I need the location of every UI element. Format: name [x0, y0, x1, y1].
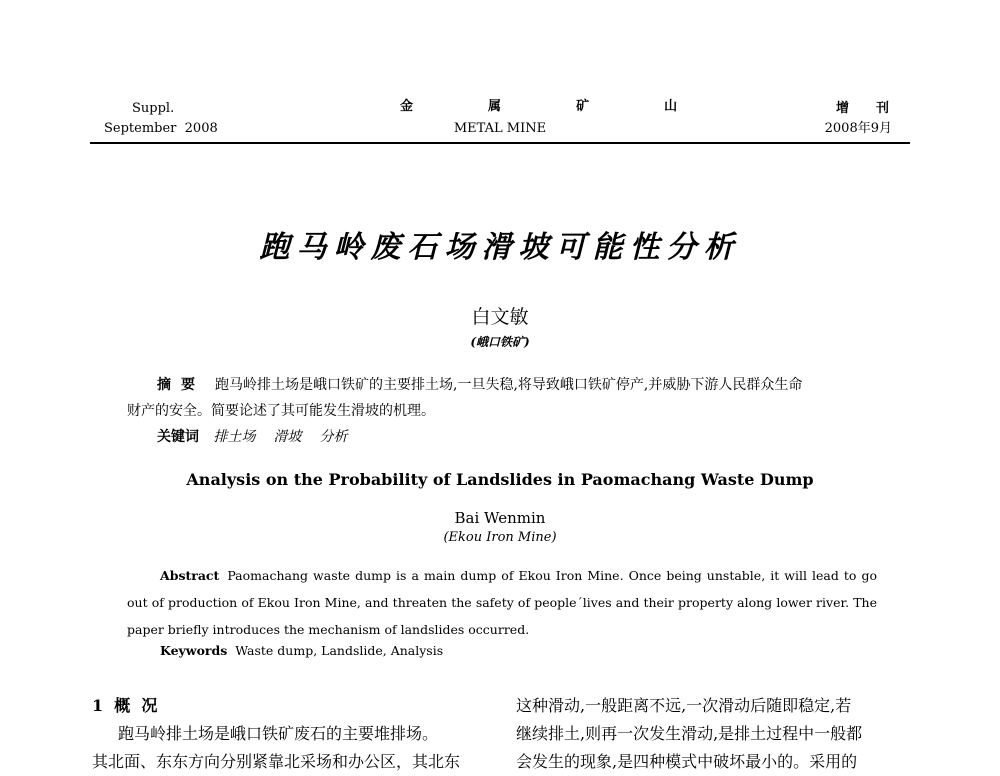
header-right-bottom: 2008年9月 — [824, 121, 892, 136]
section-1-left-line2: 其北面、东东方向分别紧靠北采场和办公区，其北东 — [92, 752, 461, 771]
abstract-cn-line1: 跑马岭排土场是峨口铁矿的主要排土场,一旦失稳,将导致峨口铁矿停产,并威胁下游人民群众生命 — [215, 377, 803, 393]
header-center-bottom: METAL MINE — [453, 121, 547, 136]
header-center-top: 金 属 矿 山 — [400, 99, 700, 114]
section-1-right-line3: 会发生的现象,是四种模式中破坏最小的。采用的 — [516, 752, 858, 771]
keywords-en — [160, 641, 443, 661]
abstract-cn-line2: 财产的安全。简要论述了其可能发生滑坡的机理。 — [127, 403, 435, 419]
affiliation-cn: (峨口铁矿) — [470, 335, 530, 349]
header-rule — [90, 142, 910, 144]
author-en: Bai Wenmin — [454, 509, 546, 527]
abstract-en-label: Abstract — [160, 568, 220, 583]
keyword-cn-item: 排土场 — [213, 429, 256, 445]
section-1-right-line2: 继续排土,则再一次发生滑动,是排土过程中一般都 — [516, 724, 863, 743]
section-1-heading: 1 概 况 — [92, 696, 158, 715]
keywords-en-label: Keywords — [160, 643, 228, 658]
abstract-en-text: Paomachang waste dump is a main dump of Ekou Iron Mine. Once being unstable, it will lead to go out of production of Ekou Iron Mine, and threaten the safety of people´lives and their property along lower river. The paper briefly introduces the mechanism of landslides occurred. — [127, 568, 877, 637]
keywords-cn-label: 关键词 — [157, 429, 199, 445]
abstract-cn-label: 摘要 — [157, 377, 205, 393]
page-title-cn: 跑马岭废石场滑坡可能性分析 — [259, 230, 741, 265]
keywords-en-text: Waste dump, Landslide, Analysis — [235, 643, 444, 658]
keyword-cn-item: 分析 — [319, 429, 348, 445]
section-1-right-line1: 这种滑动,一般距离不远,一次滑动后随即稳定,若 — [516, 696, 852, 715]
page-title-en: Analysis on the Probability of Landslides in Paomachang Waste Dump — [186, 470, 814, 489]
section-1-left-line1: 跑马岭排土场是峨口铁矿废石的主要堆排场。 — [118, 724, 439, 743]
author-cn: 白文敏 — [471, 306, 529, 328]
abstract-cn — [127, 372, 887, 450]
header-left-top: Suppl. — [132, 101, 175, 116]
header-left-bottom: September 2008 — [104, 121, 218, 136]
keyword-cn-item: 滑坡 — [273, 429, 302, 445]
keywords-cn — [127, 424, 887, 450]
header-right-top: 增 刊 — [835, 101, 895, 116]
abstract-en — [127, 562, 877, 643]
affiliation-en: (Ekou Iron Mine) — [443, 530, 557, 545]
